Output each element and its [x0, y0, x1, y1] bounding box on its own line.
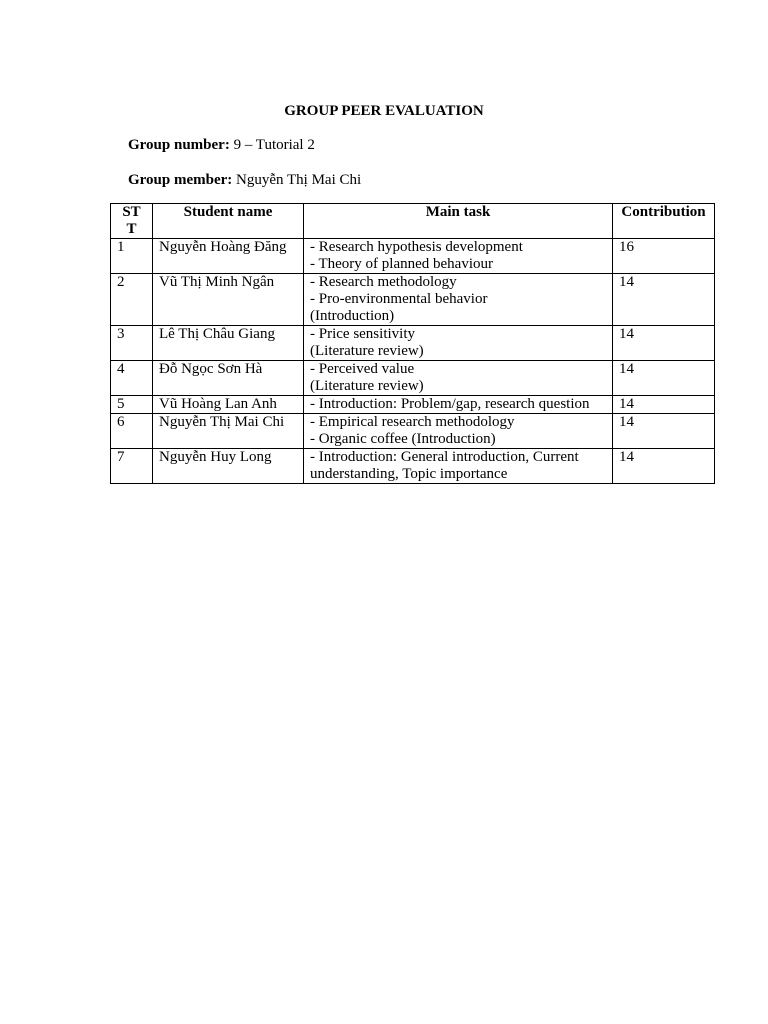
table-header-row — [111, 204, 715, 239]
table-row — [111, 396, 715, 414]
cell-contribution: 14 — [613, 274, 715, 326]
cell-contribution: 14 — [613, 449, 715, 484]
header-contribution: Contribution — [613, 204, 715, 239]
group-member-value: Nguyễn Thị Mai Chi — [232, 172, 362, 188]
table-row — [111, 361, 715, 396]
cell-main-task: - Research hypothesis development - Theory of planned behaviour — [304, 239, 613, 274]
cell-stt: 5 — [111, 396, 153, 414]
cell-student-name: Đỗ Ngọc Sơn Hà — [153, 361, 304, 396]
cell-main-task: - Perceived value (Literature review) — [304, 361, 613, 396]
group-number-line — [128, 136, 315, 154]
cell-contribution: 14 — [613, 326, 715, 361]
header-student-name: Student name — [153, 204, 304, 239]
cell-student-name: Vũ Thị Minh Ngân — [153, 274, 304, 326]
group-number-label: Group number: — [128, 137, 230, 153]
table-row — [111, 239, 715, 274]
cell-student-name: Nguyễn Huy Long — [153, 449, 304, 484]
cell-contribution: 16 — [613, 239, 715, 274]
cell-stt: 6 — [111, 414, 153, 449]
cell-contribution: 14 — [613, 396, 715, 414]
peer-evaluation-table — [110, 203, 715, 484]
cell-main-task: - Introduction: General introduction, Current understanding, Topic importance — [304, 449, 613, 484]
cell-student-name: Vũ Hoàng Lan Anh — [153, 396, 304, 414]
table-row — [111, 414, 715, 449]
cell-stt: 1 — [111, 239, 153, 274]
cell-stt: 2 — [111, 274, 153, 326]
cell-main-task: - Price sensitivity (Literature review) — [304, 326, 613, 361]
group-number-value: 9 – Tutorial 2 — [229, 137, 315, 153]
cell-stt: 3 — [111, 326, 153, 361]
page-title: GROUP PEER EVALUATION — [284, 103, 484, 119]
header-stt: ST T — [111, 204, 153, 239]
cell-student-name: Nguyễn Hoàng Đăng — [153, 239, 304, 274]
cell-stt: 7 — [111, 449, 153, 484]
cell-main-task: - Introduction: Problem/gap, research question — [304, 396, 613, 414]
cell-contribution: 14 — [613, 361, 715, 396]
table-row — [111, 326, 715, 361]
cell-student-name: Nguyễn Thị Mai Chi — [153, 414, 304, 449]
cell-contribution: 14 — [613, 414, 715, 449]
cell-main-task: - Research methodology - Pro-environmental behavior (Introduction) — [304, 274, 613, 326]
header-main-task: Main task — [304, 204, 613, 239]
cell-main-task: - Empirical research methodology - Organic coffee (Introduction) — [304, 414, 613, 449]
table-row — [111, 449, 715, 484]
group-member-label: Group member: — [128, 172, 233, 188]
cell-stt: 4 — [111, 361, 153, 396]
table-row — [111, 274, 715, 326]
group-member-line — [128, 171, 361, 189]
cell-student-name: Lê Thị Châu Giang — [153, 326, 304, 361]
